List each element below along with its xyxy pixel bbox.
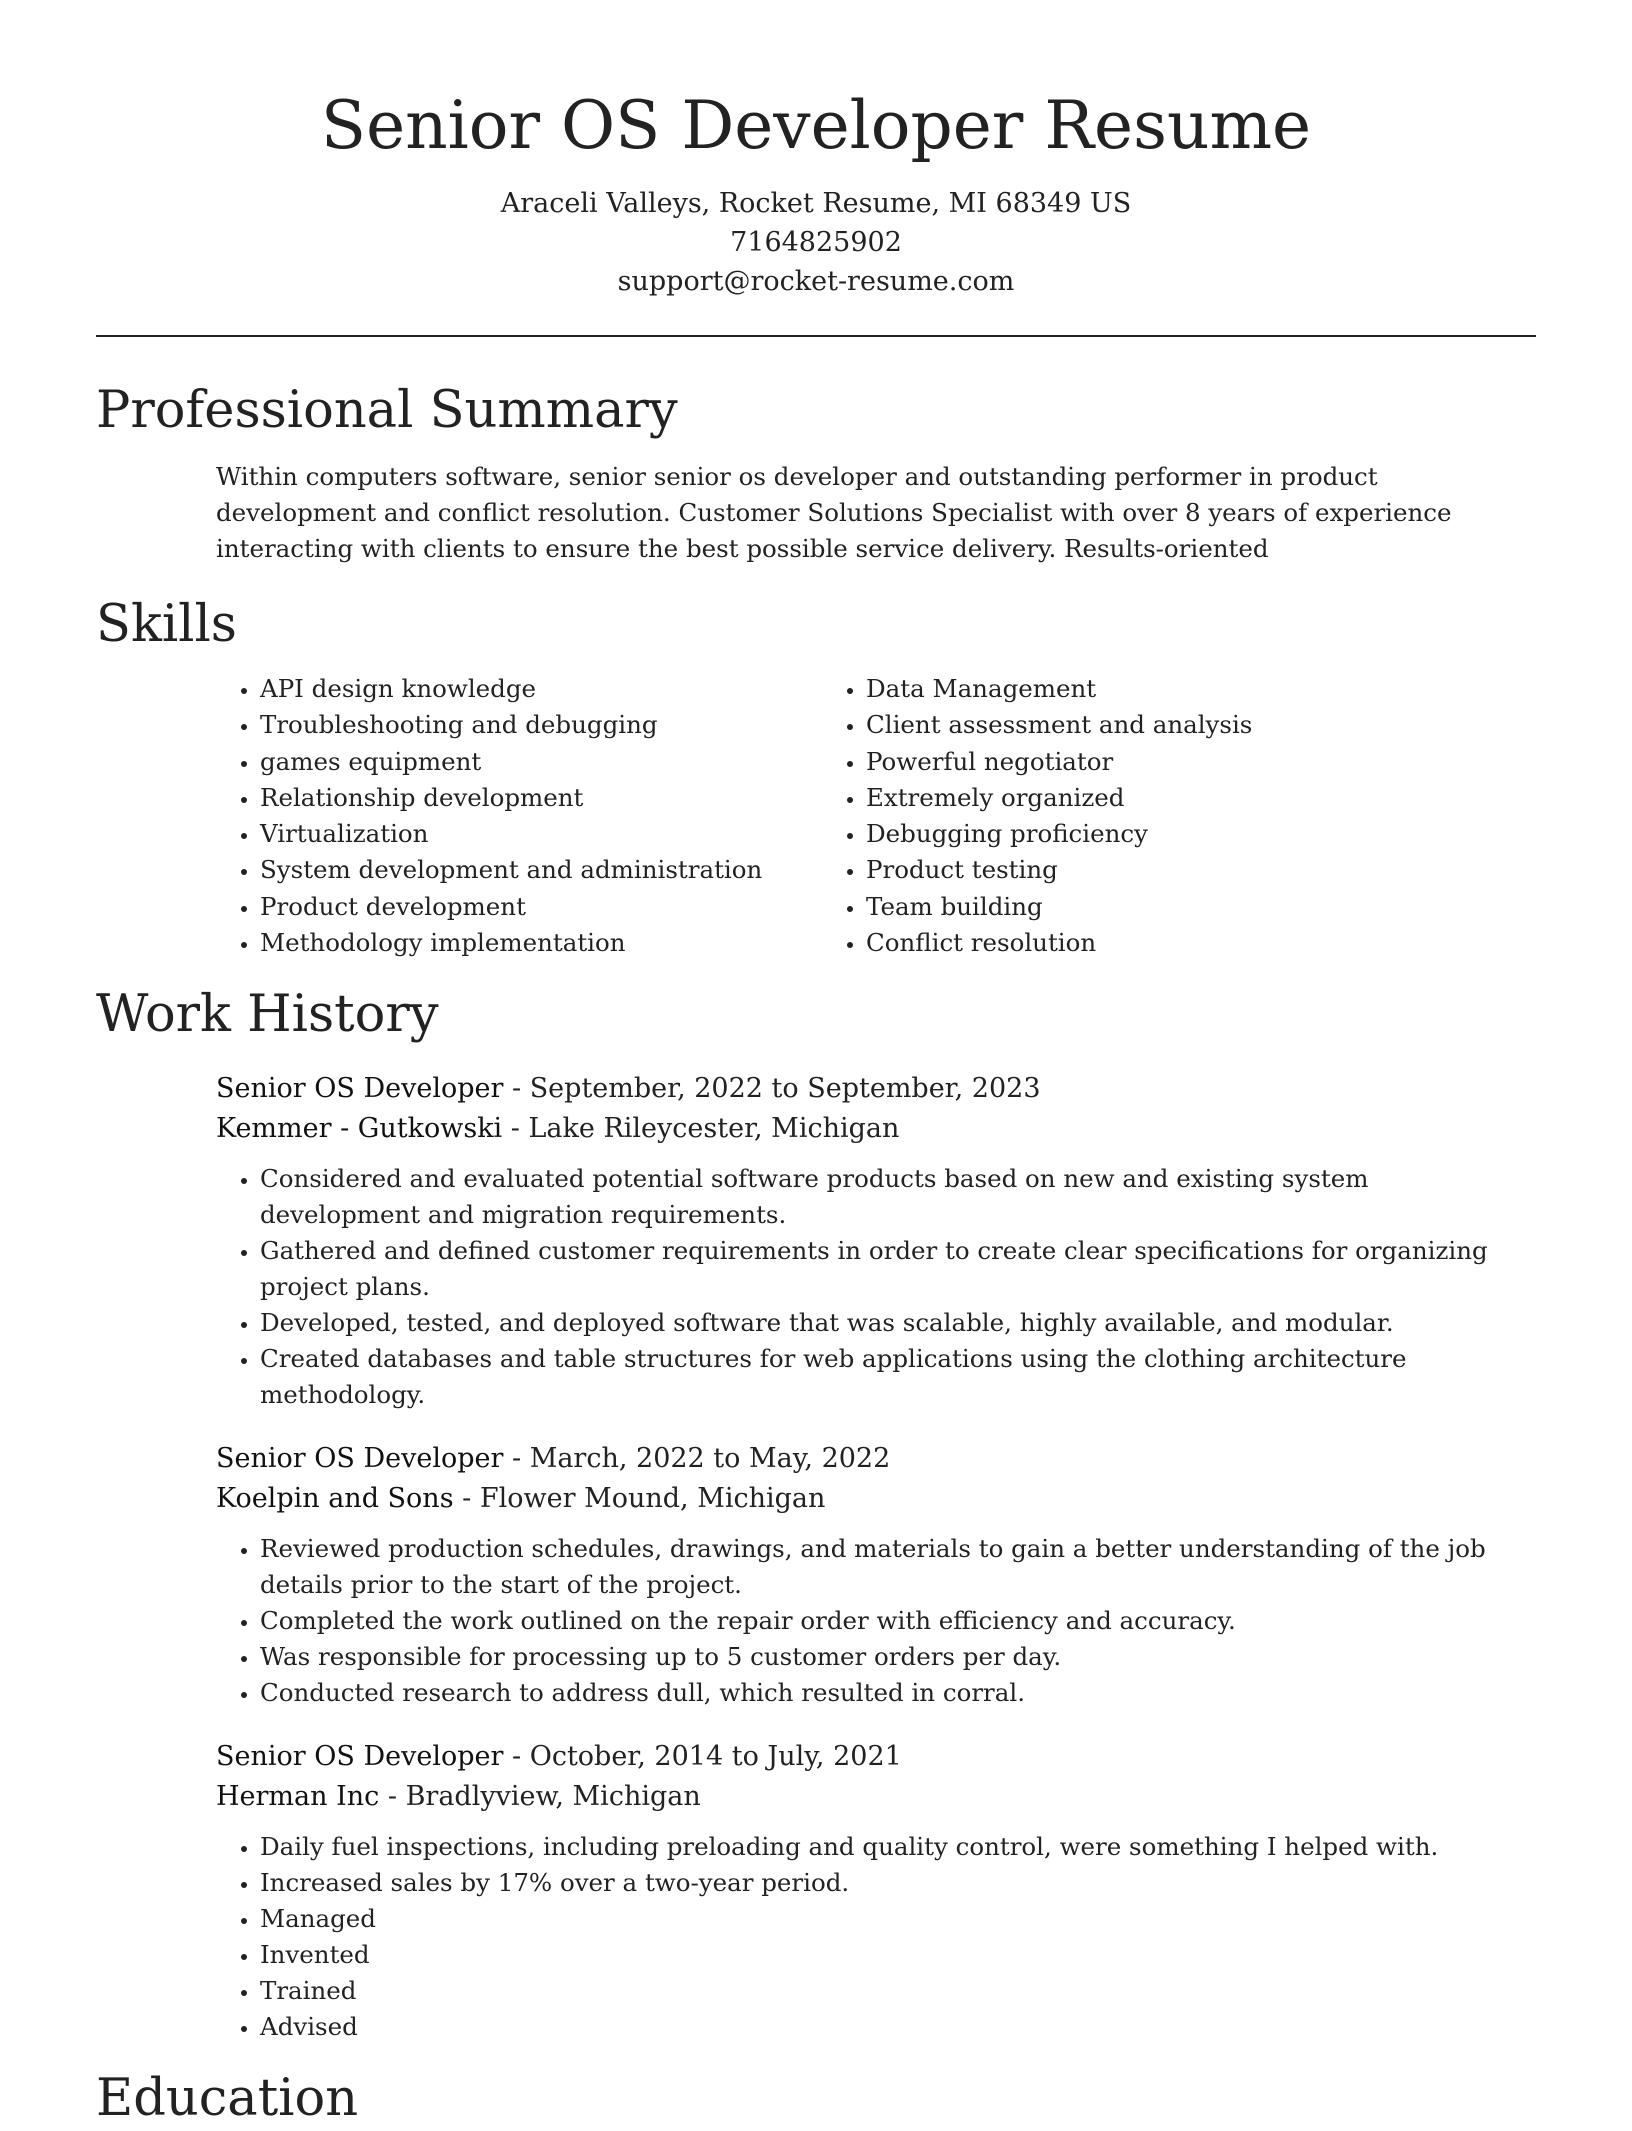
job-bullet: • Conducted research to address dull, which resulted in corral. [260,1675,1536,1711]
job-bullet: • Invented [260,1937,1536,1973]
skill-item: • Conflict resolution [866,925,1472,961]
job-title-line: Senior OS Developer - March, 2022 to May, 2022 [216,1443,891,1475]
job-bullet: • Was responsible for processing up to 5 customer orders per day. [260,1639,1536,1675]
job-location: Flower Mound, Michigan [479,1483,826,1515]
job-bullet: • Advised [260,2009,1536,2045]
skill-item: • Methodology implementation [260,925,822,961]
skill-item: • Product development [260,889,822,925]
job-bullet: • Increased sales by 17% over a two-year period. [260,1865,1536,1901]
job-bullet: • Created databases and table structures for web applications using the clothing architecture methodology. [260,1341,1536,1413]
job-bullet: • Developed, tested, and deployed software that was scalable, highly available, and modular. [260,1305,1536,1341]
skill-item: • Debugging proficiency [866,816,1472,852]
contact-block [96,184,1536,301]
skill-item: • Virtualization [260,816,822,852]
work-history-section [96,983,1536,2045]
job-bullet: • Reviewed production schedules, drawings, and materials to gain a better understanding of the job details prior to the start of the project. [260,1531,1536,1603]
skill-item: • games equipment [260,744,822,780]
skills-list-right [822,671,1472,961]
contact-email: support@rocket-resume.com [617,266,1015,297]
summary-heading: Professional Summary [96,381,678,440]
resume-page [96,0,1536,2131]
job-bullet: • Completed the work outlined on the repair order with efficiency and accuracy. [260,1603,1536,1639]
work-history-heading: Work History [96,985,439,1045]
job-location: Lake Rileycester, Michigan [528,1113,900,1145]
job-bullet: • Gathered and defined customer requirements in order to create clear specifications for organizing project plans. [260,1233,1536,1305]
skill-item: • API design knowledge [260,671,822,707]
job-entry [216,1069,1536,1413]
skills-section [96,593,1536,961]
skill-item: • Troubleshooting and debugging [260,707,822,743]
skills-list-left [216,671,822,961]
job-bullet: • Daily fuel inspections, including preloading and quality control, were something I helped with. [260,1829,1536,1865]
skill-item: • Data Management [866,671,1472,707]
job-company-line: Koelpin and Sons - Flower Mound, Michigan [216,1483,826,1515]
skill-item: • Relationship development [260,780,822,816]
job-bullet: • Trained [260,1973,1536,2009]
job-title: Senior OS Developer [216,1443,504,1475]
job-company-line: Herman Inc - Bradlyview, Michigan [216,1781,701,1813]
job-title-line: Senior OS Developer - October, 2014 to July, 2021 [216,1741,902,1773]
job-location: Bradlyview, Michigan [405,1781,701,1813]
job-bullets [216,1161,1536,1413]
skill-item: • Product testing [866,852,1472,888]
skill-item: • System development and administration [260,852,822,888]
job-dates: October, 2014 to July, 2021 [529,1741,902,1773]
job-title: Senior OS Developer [216,1741,504,1773]
resume-title: Senior OS Developer Resume [320,87,1312,164]
skills-columns [216,671,1536,961]
skills-heading: Skills [96,595,237,654]
skill-item: • Team building [866,889,1472,925]
job-dates: March, 2022 to May, 2022 [529,1443,891,1475]
job-title: Senior OS Developer [216,1073,504,1105]
job-dates: September, 2022 to September, 2023 [529,1073,1041,1105]
job-company: Kemmer - Gutkowski [216,1113,503,1145]
job-bullets [216,1531,1536,1711]
job-title-line: Senior OS Developer - September, 2022 to September, 2023 [216,1073,1041,1105]
job-company: Koelpin and Sons [216,1483,454,1515]
professional-summary-section [96,379,1536,567]
job-company-line: Kemmer - Gutkowski - Lake Rileycester, Michigan [216,1113,900,1145]
job-company: Herman Inc [216,1781,380,1813]
job-entry [216,1737,1536,2045]
header-divider [96,335,1536,337]
skill-item: • Powerful negotiator [866,744,1472,780]
job-bullet: • Considered and evaluated potential software products based on new and existing system development and migration requirements. [260,1161,1536,1233]
job-entry [216,1439,1536,1711]
skill-item: • Client assessment and analysis [866,707,1472,743]
education-heading: Education [96,2069,359,2129]
education-section [96,2067,1536,2131]
contact-phone: 7164825902 [730,227,902,258]
job-bullets [216,1829,1536,2045]
job-bullet: • Managed [260,1901,1536,1937]
contact-address: Araceli Valleys, Rocket Resume, MI 68349 US [500,188,1132,219]
summary-text: Within computers software, senior senior os developer and outstanding performer in product development and conflict resolution. Customer Solutions Specialist with over 8 years of experience interacting with clients to ensure the best possible service delivery. Results-oriented [216,462,1452,563]
skill-item: • Extremely organized [866,780,1472,816]
